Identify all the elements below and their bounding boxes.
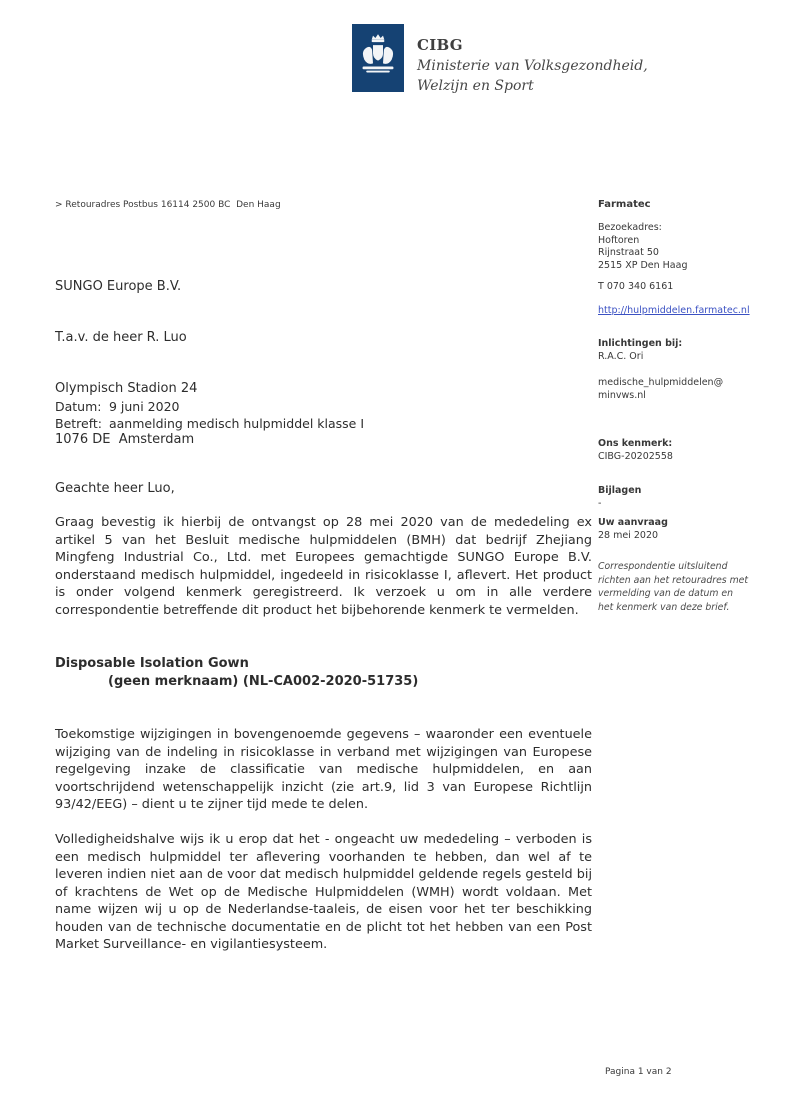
visit-address-label: Bezoekadres: <box>598 222 662 233</box>
sidebar-department: Farmatec <box>598 199 651 210</box>
sidebar-visit-address <box>598 222 687 272</box>
request-label: Uw aanvraag <box>598 517 668 528</box>
meta-subject-row <box>55 415 364 432</box>
email-line: minvws.nl <box>598 389 646 401</box>
sidebar-phone: T 070 340 6161 <box>598 281 674 292</box>
product-registration-block <box>55 655 418 690</box>
visit-address-line: 2515 XP Den Haag <box>598 259 688 271</box>
body-paragraph-3: Volledigheidshalve wijs ik u erop dat het - ongeacht uw mededeling – verboden is een medisch hulpmiddel ter aflevering voorhanden te hebben, dan wel af te leveren indien niet aan de voor dat medisch hulpmiddel geldende regels gesteld bij of krachtens de Wet op de Medische Hulpmiddelen (WMH) wordt voldaan. Met name wijzen wij u op de Nederlandse-taaleis, de eisen voor het ter beschikking houden van de technische documentatie en de plicht tot het hebben van een Post Market Surveillance- en vigilantiesysteem. <box>55 832 592 952</box>
sidebar-contact <box>598 338 682 363</box>
recipient-line: T.a.v. de heer R. Luo <box>55 330 187 345</box>
sidebar-request <box>598 517 668 542</box>
product-registration-number: (geen merknaam) (NL-CA002-2020-51735) <box>108 673 419 689</box>
dutch-coat-of-arms-icon <box>358 31 398 83</box>
subject-value: aanmelding medisch hulpmiddel klasse I <box>108 416 365 431</box>
visit-address-line: Rijnstraat 50 <box>598 247 659 258</box>
body-paragraph-2: Toekomstige wijzigingen in bovengenoemde gegevens – waaronder een eventuele wijziging van de indeling in risicoklasse in verband met wijzigingen van Europese regelgeving inzake de classificatie van medische hulpmiddelen, en aan voortschrijdend wetenschappelijk inzicht (zie art.9, lid 3 van Europese Richtlijn 93/42/EEG) – dient u te zijner tijd mede te delen. <box>55 727 592 812</box>
date-label: Datum: <box>55 399 102 414</box>
website-link[interactable]: http://hulpmiddelen.farmatec.nl <box>598 305 750 316</box>
product-name: Disposable Isolation Gown <box>55 656 249 671</box>
sidebar-email <box>598 377 723 402</box>
ministry-wordmark <box>417 36 648 96</box>
contact-name: R.A.C. Ori <box>598 350 644 362</box>
sidebar-correspondence-note: Correspondentie uitsluitend richten aan het retouradres met vermelding van de datum en het kenmerk van deze brief. <box>598 561 749 613</box>
date-value: 9 juni 2020 <box>108 399 180 414</box>
request-value: 28 mei 2020 <box>598 529 659 541</box>
sidebar-attachments <box>598 485 641 510</box>
rijksoverheid-logo <box>352 24 404 92</box>
recipient-line: 1076 DE Amsterdam <box>55 432 195 447</box>
sidebar-website <box>598 305 750 318</box>
attachments-value: - <box>598 497 602 509</box>
subject-label: Betreft: <box>55 416 103 431</box>
letter-meta <box>55 398 364 432</box>
visit-address-line: Hoftoren <box>598 234 640 246</box>
recipient-address-block <box>55 244 197 482</box>
reference-value: CIBG-20202558 <box>598 450 673 462</box>
return-address: > Retouradres Postbus 16114 2500 BC Den Haag <box>55 200 281 210</box>
salutation: Geachte heer Luo, <box>55 481 175 496</box>
attachments-label: Bijlagen <box>598 485 642 496</box>
recipient-line: SUNGO Europe B.V. <box>55 279 182 294</box>
recipient-line: Olympisch Stadion 24 <box>55 381 198 396</box>
email-line: medische_hulpmiddelen@ <box>598 377 724 388</box>
sidebar-reference <box>598 438 673 463</box>
page-number: Pagina 1 van 2 <box>605 1067 672 1077</box>
ministry-line-2: Welzijn en Sport <box>417 78 534 94</box>
meta-date-row <box>55 398 364 415</box>
brand-name: CIBG <box>417 36 463 54</box>
reference-label: Ons kenmerk: <box>598 438 673 449</box>
ministry-line-1: Ministerie van Volksgezondheid, <box>417 58 648 74</box>
body-paragraph-1: Graag bevestig ik hierbij de ontvangst op 28 mei 2020 van de mededeling ex artikel 5 van het Besluit medische hulpmiddelen (BMH) dat bedrijf Zhejiang Mingfeng Industrial Co., Ltd. met Europees gemachtigde SUNGO Europe B.V. onderstaand medisch hulpmiddel, ingedeeld in risicoklasse I, aflevert. Het product is onder volgend kenmerk geregistreerd. Ik verzoek u om in alle verdere correspondentie betreffende dit product het bijbehorende kenmerk te vermelden. <box>55 515 592 618</box>
contact-label: Inlichtingen bij: <box>598 338 683 349</box>
